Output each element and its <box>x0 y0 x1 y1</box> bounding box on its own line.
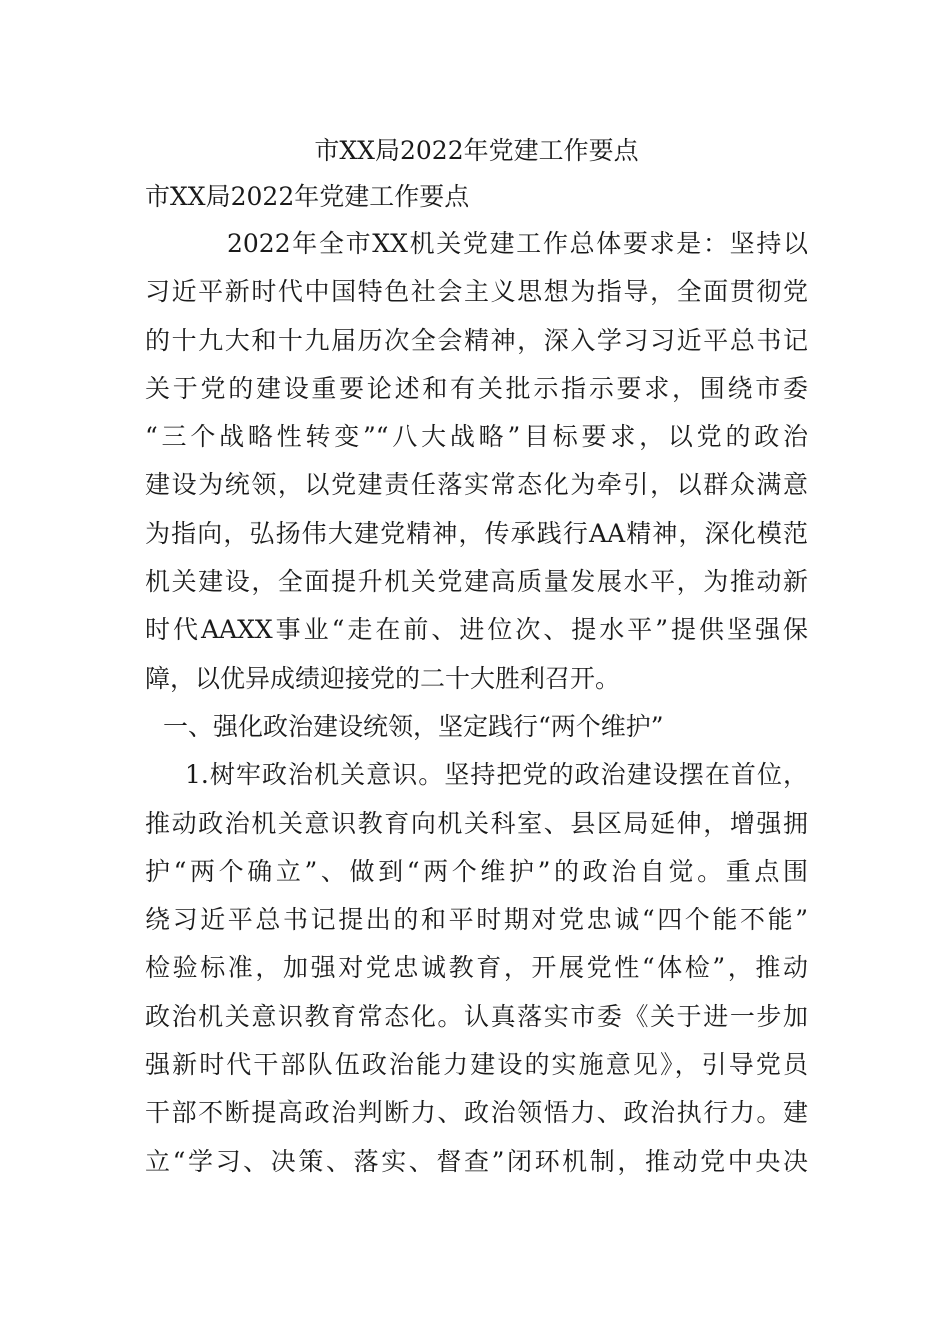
text-line: 建设为统领，以党建责任落实常态化为牵引，以群众满意 <box>145 470 808 500</box>
text-line: “三个战略性转变”“八大战略”目标要求，以党的政治 <box>145 422 808 452</box>
text-line: 政治机关意识教育常态化。认真落实市委《关于进一步加 <box>145 1001 808 1031</box>
text-line: 检验标准，加强对党忠诚教育，开展党性“体检”，推动 <box>145 953 808 983</box>
intro-paragraph <box>145 220 808 703</box>
text-line: 绕习近平总书记提出的和平时期对党忠诚“四个能不能” <box>145 905 808 935</box>
text-line: 为指向，弘扬伟大建党精神，传承践行AA精神，深化模范 <box>145 518 808 548</box>
text-line: 机关建设，全面提升机关党建高质量发展水平，为推动新 <box>145 567 808 597</box>
text-line: 时代AAXX事业“走在前、进位次、提水平”提供坚强保 <box>145 615 808 645</box>
document-title: 市XX局2022年党建工作要点 <box>314 136 639 165</box>
text-line: 障，以优异成绩迎接党的二十大胜利召开。 <box>145 663 621 693</box>
text-line: 立“学习、决策、落实、督查”闭环机制，推动党中央决 <box>145 1146 808 1176</box>
document-subtitle: 市XX局2022年党建工作要点 <box>145 182 470 211</box>
text-line: 关于党的建设重要论述和有关批示指示要求，围绕市委 <box>145 373 808 403</box>
section-paragraph <box>145 751 808 1186</box>
text-line: 习近平新时代中国特色社会主义思想为指导，全面贯彻党 <box>145 277 808 307</box>
text-line: 的十九大和十九届历次全会精神，深入学习习近平总书记 <box>145 325 808 355</box>
section-heading: 一、强化政治建设统领，坚定践行“两个维护” <box>163 711 664 741</box>
text-line: 1.树牢政治机关意识。坚持把党的政治建设摆在首位， <box>185 760 808 790</box>
document-page <box>145 128 808 1186</box>
text-line: 2022年全市XX机关党建工作总体要求是：坚持以 <box>227 229 808 258</box>
text-line: 护“两个确立”、做到“两个维护”的政治自觉。重点围 <box>145 856 808 886</box>
text-line: 干部不断提高政治判断力、政治领悟力、政治执行力。建 <box>145 1098 808 1128</box>
text-line: 推动政治机关意识教育向机关科室、县区局延伸，增强拥 <box>145 808 808 838</box>
text-line: 强新时代干部队伍政治能力建设的实施意见》，引导党员 <box>145 1050 808 1080</box>
